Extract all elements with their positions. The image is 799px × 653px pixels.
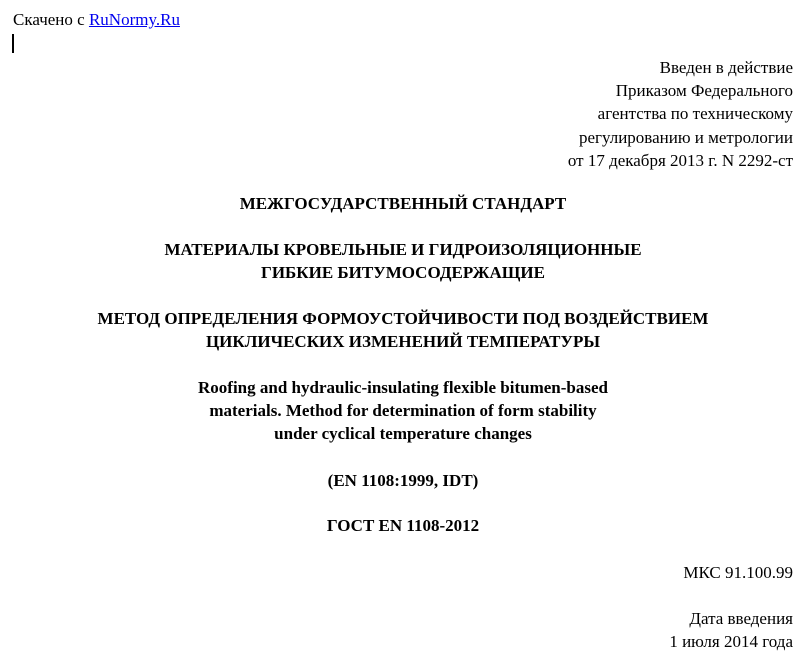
enactment-line: Введен в действие bbox=[659, 58, 793, 77]
method-title-line: МЕТОД ОПРЕДЕЛЕНИЯ ФОРМОУСТОЙЧИВОСТИ ПОД ВОЗДЕЙСТВИЕМ bbox=[97, 309, 709, 328]
standard-number: ГОСТ EN 1108-2012 bbox=[326, 516, 480, 535]
enactment-line: Приказом Федерального bbox=[615, 81, 793, 101]
mks-code: МКС 91.100.99 bbox=[683, 563, 793, 582]
enactment-line: от 17 декабря 2013 г. N 2292-ст bbox=[567, 150, 793, 170]
introduction-date-value: 1 июля 2014 года bbox=[669, 632, 793, 651]
english-title-line: materials. Method for determination of form stability bbox=[209, 401, 597, 420]
standard-heading: МЕЖГОСУДАРСТВЕННЫЙ СТАНДАРТ bbox=[239, 194, 567, 213]
enactment-block bbox=[568, 56, 793, 172]
text-cursor bbox=[12, 34, 14, 53]
download-source-prefix: Скачено с bbox=[13, 10, 89, 29]
english-title-line: under cyclical temperature changes bbox=[274, 424, 532, 443]
enactment-line: регулированию и метрологии bbox=[578, 127, 793, 147]
introduction-date bbox=[669, 607, 793, 653]
english-title-line: Roofing and hydraulic-insulating flexible bitumen-based bbox=[198, 378, 608, 397]
method-title-line: ЦИКЛИЧЕСКИХ ИЗМЕНЕНИЙ ТЕМПЕРАТУРЫ bbox=[205, 332, 601, 351]
materials-title-line: МАТЕРИАЛЫ КРОВЕЛЬНЫЕ И ГИДРОИЗОЛЯЦИОННЫЕ bbox=[164, 240, 642, 259]
equivalence-note: (EN 1108:1999, IDT) bbox=[327, 471, 479, 490]
materials-title bbox=[0, 238, 799, 284]
enactment-line: агентства по техническому bbox=[597, 104, 793, 124]
materials-title-line: ГИБКИЕ БИТУМОСОДЕРЖАЩИЕ bbox=[261, 263, 545, 282]
download-source-line bbox=[13, 9, 180, 31]
method-title bbox=[0, 307, 799, 353]
introduction-date-label: Дата введения bbox=[689, 609, 793, 628]
runormy-link[interactable]: RuNormy.Ru bbox=[88, 10, 180, 29]
english-title bbox=[0, 376, 799, 445]
